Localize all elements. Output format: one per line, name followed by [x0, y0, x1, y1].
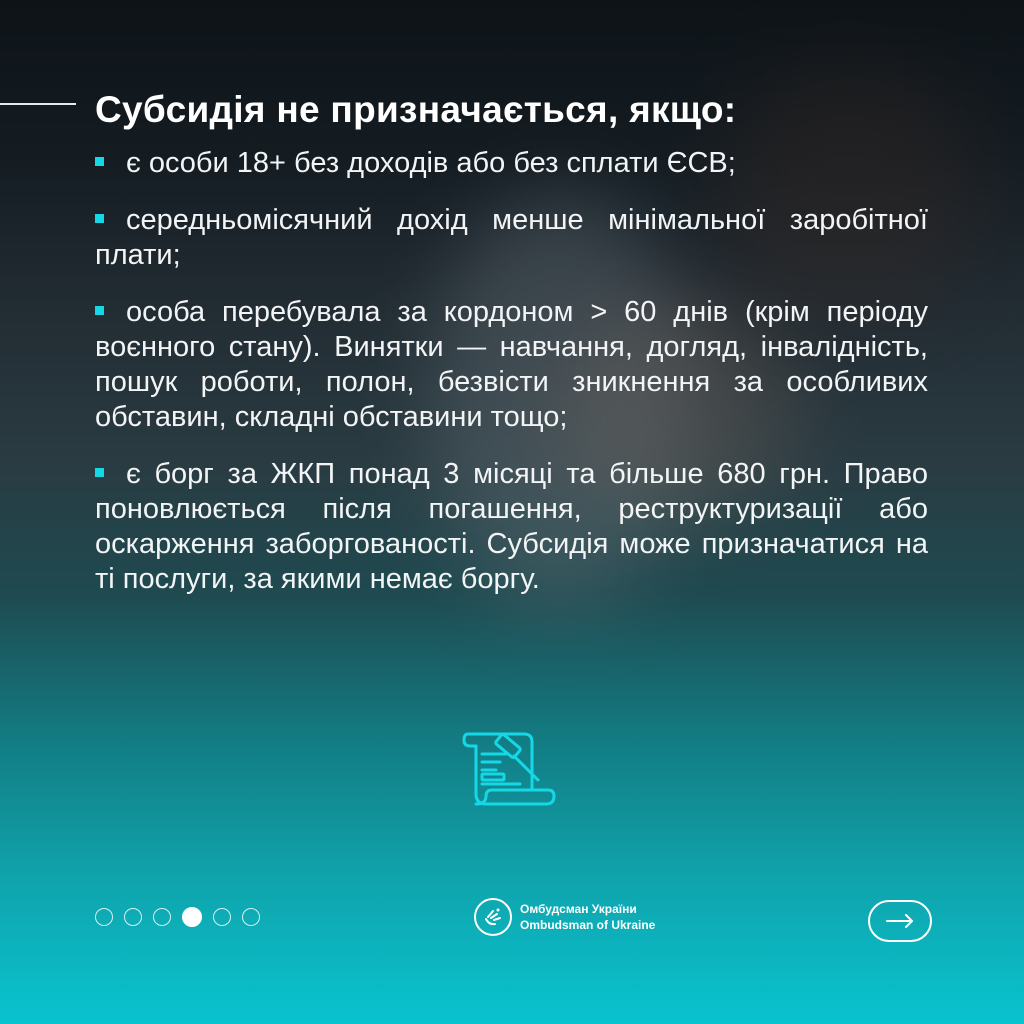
- bullet-square-icon: [95, 468, 104, 477]
- bullet-square-icon: [95, 214, 104, 223]
- list-item-text: є особи 18+ без доходів або без сплати ЄСВ;: [126, 147, 736, 179]
- list-item: [95, 203, 928, 273]
- conditions-list: [95, 146, 928, 619]
- list-item-text: середньомісячний дохід менше мінімальної заробітної плати;: [95, 204, 928, 271]
- bullet-square-icon: [95, 157, 104, 166]
- pagination-dots: [95, 908, 260, 927]
- list-item-text: є борг за ЖКП понад 3 місяці та більше 680 грн. Право поновлюється після погашення, реструктуризації або оскарження заборгованості. Субсидія може призначатися на ті послуги, за якими немає боргу.: [95, 458, 928, 595]
- list-item: [95, 457, 928, 597]
- pagination-dot[interactable]: [124, 908, 142, 926]
- bullet-square-icon: [95, 306, 104, 315]
- next-button[interactable]: [868, 900, 932, 942]
- logo-title-en: Ombudsman of Ukraine: [520, 918, 656, 932]
- ombudsman-logo: [474, 898, 655, 936]
- page-title: Субсидія не призначається, якщо:: [95, 89, 737, 130]
- list-item-text: особа перебувала за кордоном > 60 днів (крім періоду воєнного стану). Винятки — навчання, догляд, інвалідність, пошук роботи, полон, безвісти зникнення за особливих обставин, складні обставини тощо;: [95, 296, 928, 433]
- list-item: [95, 295, 928, 435]
- pagination-dot[interactable]: [242, 908, 260, 926]
- pagination-dot[interactable]: [213, 908, 231, 926]
- ombudsman-logo-icon: [474, 898, 512, 936]
- logo-title-ua: Омбудсман України: [520, 902, 637, 916]
- decorative-line: [0, 103, 76, 105]
- list-item: [95, 146, 928, 181]
- pagination-dot[interactable]: [95, 908, 113, 926]
- pagination-dot-active[interactable]: [182, 907, 202, 927]
- pagination-dot[interactable]: [153, 908, 171, 926]
- law-document-gavel-icon: [462, 728, 558, 810]
- arrow-right-icon: [885, 914, 915, 928]
